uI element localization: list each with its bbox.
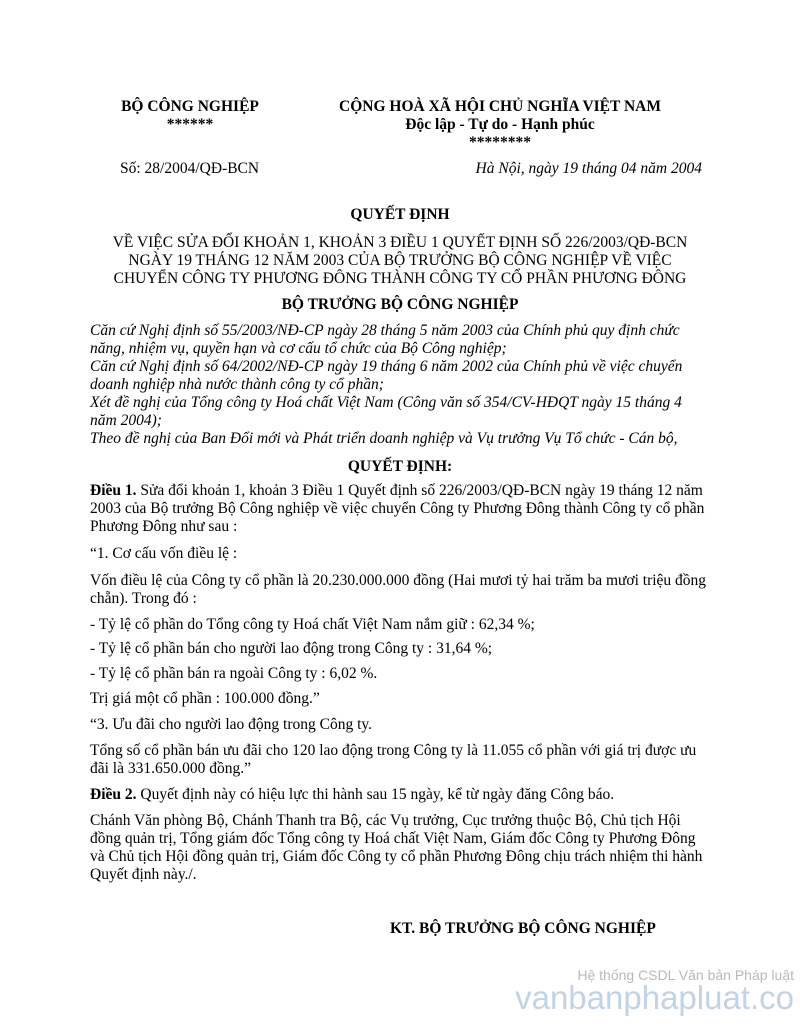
clause: Trị giá một cổ phần : 100.000 đồng.” <box>90 690 320 707</box>
preamble-item: Căn cứ Nghị định số 64/2002/NĐ-CP ngày 19 tháng 6 năm 2002 của Chính phủ về việc chuyển doanh nghiệp nhà nước thành công ty cổ phần; <box>90 358 683 393</box>
document-type: QUYẾT ĐỊNH <box>350 206 450 223</box>
clause: Vốn điều lệ của Công ty cổ phần là 20.230.000.000 đồng (Hai mươi tỷ hai trăm ba mươi triệu đồng chẵn). Trong đó : <box>90 572 707 607</box>
motto-stars: ******** <box>469 134 531 151</box>
article-2 <box>90 786 710 804</box>
preamble-item: Theo đề nghị của Ban Đổi mới và Phát triển doanh nghiệp và Vụ trưởng Vụ Tổ chức - Cán bộ, <box>90 430 678 447</box>
issuing-agency <box>100 98 280 134</box>
article-2-text: Quyết định này có hiệu lực thi hành sau 15 ngày, kể từ ngày đăng Công báo. <box>140 786 615 803</box>
preamble-item: Căn cứ Nghị định số 55/2003/NĐ-CP ngày 28 tháng 5 năm 2003 của Chính phủ quy định chức năng, nhiệm vụ, quyền hạn và cơ cấu tổ chức của Bộ Công nghiệp; <box>90 322 680 357</box>
implementation-clause: Chánh Văn phòng Bộ, Chánh Thanh tra Bộ, các Vụ trưởng, Cục trưởng thuộc Bộ, Chủ tịch Hội đồng quản trị, Tổng giám đốc Tổng công ty Hoá chất Việt Nam, Giám đốc Công ty Phương Đông và Chủ tịch Hội đồng quản trị, Giám đốc Công ty cổ phần Phương Đông chịu trách nhiệm thi hành Quyết định này./. <box>90 812 703 883</box>
article-1 <box>90 482 710 536</box>
clause: - Tỷ lệ cổ phần bán ra ngoài Công ty : 6,02 %. <box>90 665 378 682</box>
issue-date: Hà Nội, ngày 19 tháng 04 năm 2004 <box>475 160 702 177</box>
clause: - Tỷ lệ cổ phần bán cho người lao động trong Công ty : 31,64 %; <box>90 640 493 657</box>
watermark-site: vanbanphapluat.co <box>515 979 794 1016</box>
agency-name: BỘ CÔNG NGHIỆP <box>121 98 259 115</box>
clause: - Tỷ lệ cổ phần do Tổng công ty Hoá chất Việt Nam nắm giữ : 62,34 %; <box>90 616 535 633</box>
watermark-caption: Hệ thống CSDL Văn bản Pháp luật <box>577 967 794 983</box>
subject-line-3: CHUYỂN CÔNG TY PHƯƠNG ĐÔNG THÀNH CÔNG TY CỔ PHẦN PHƯƠNG ĐÔNG <box>113 270 687 287</box>
motto: Độc lập - Tự do - Hạnh phúc <box>405 116 595 133</box>
preamble <box>90 322 710 448</box>
article-1-text: Sửa đổi khoản 1, khoản 3 Điều 1 Quyết định số 226/2003/QĐ-BCN ngày 19 tháng 12 năm 2003 của Bộ trưởng Bộ Công nghiệp về việc chuyển Công ty Phương Đông thành Công ty cổ phần Phương Đông như sau : <box>90 482 705 535</box>
signature-block: KT. BỘ TRƯỞNG BỘ CÔNG NGHIỆP <box>390 920 656 937</box>
decision-heading: QUYẾT ĐỊNH: <box>347 458 453 475</box>
clause: Tổng số cổ phần bán ưu đãi cho 120 lao động trong Công ty là 11.055 cổ phần với giá trị được ưu đãi là 331.650.000 đồng.” <box>90 742 697 777</box>
document-number: Số: 28/2004/QĐ-BCN <box>120 160 260 177</box>
article-1-label: Điều 1. <box>90 482 137 499</box>
article-2-label: Điều 2. <box>90 786 137 803</box>
nation-name: CỘNG HOÀ XÃ HỘI CHỦ NGHĨA VIỆT NAM <box>339 98 661 115</box>
national-header <box>320 98 680 152</box>
agency-stars: ****** <box>166 116 214 133</box>
subject-line-1: VỀ VIỆC SỬA ĐỔI KHOẢN 1, KHOẢN 3 ĐIỀU 1 QUYẾT ĐỊNH SỐ 226/2003/QĐ-BCN <box>112 234 688 251</box>
clause: “1. Cơ cấu vốn điều lệ : <box>90 545 238 562</box>
authority: BỘ TRƯỞNG BỘ CÔNG NGHIỆP <box>281 296 519 313</box>
preamble-item: Xét đề nghị của Tổng công ty Hoá chất Việt Nam (Công văn số 354/CV-HĐQT ngày 15 tháng 4 năm 2004); <box>90 394 682 429</box>
clause: “3. Ưu đãi cho người lao động trong Công ty. <box>90 716 373 733</box>
subject-line-2: NGÀY 19 THÁNG 12 NĂM 2003 CỦA BỘ TRƯỞNG BỘ CÔNG NGHIỆP VỀ VIỆC <box>128 252 672 269</box>
